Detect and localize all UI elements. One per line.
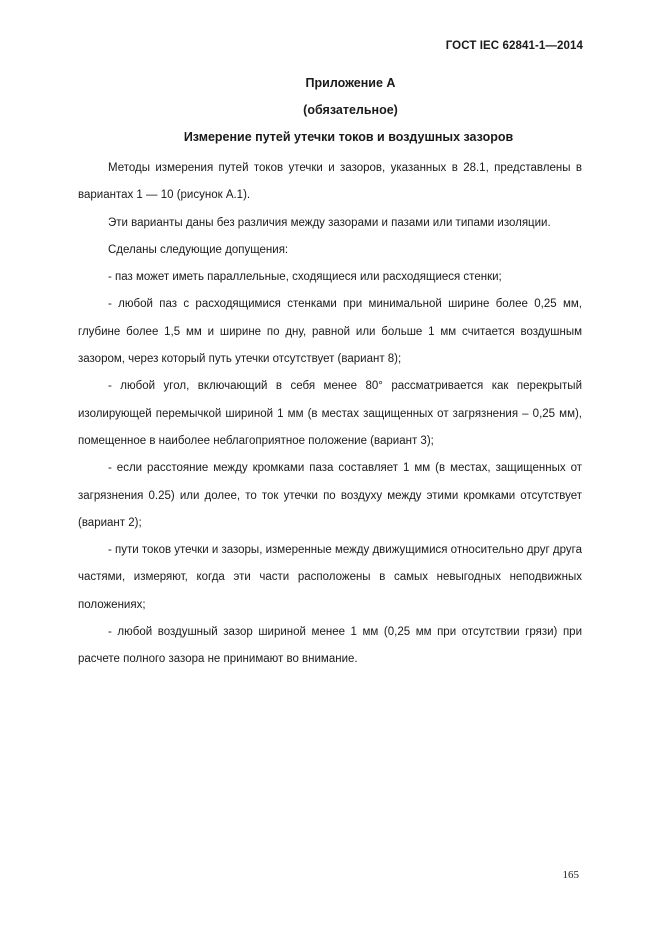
- list-item-angle: - любой угол, включающий в себя менее 80° рассматривается как перекрытый изолирующей перемычкой шириной 1 мм (в местах защищенных от загрязнения – 0,25 мм), помещенное в наиболее неблагоприятное положение (вариант 3);: [78, 380, 582, 447]
- list-item-groove-walls: - паз может иметь параллельные, сходящиеся или расходящиеся стенки;: [108, 271, 502, 284]
- body-text: [78, 155, 582, 674]
- paragraph-assumptions-intro: Сделаны следующие допущения:: [108, 243, 289, 256]
- standard-code: ГОСТ IEC 62841-1—2014: [445, 40, 583, 52]
- section-title: Измерение путей утечки токов и воздушных зазоров: [183, 130, 514, 144]
- annex-title: Приложение A: [305, 76, 396, 90]
- list-item-groove-edges: - если расстояние между кромками паза составляет 1 мм (в местах, защищенных от загрязнения 0.25) или долее, то ток утечки по воздуху между этими кромками отсутствует (вариант 2);: [78, 462, 582, 529]
- annex-status: (обязательное): [303, 103, 398, 117]
- paragraph-methods: Методы измерения путей токов утечки и зазоров, указанных в 28.1, представлены в вариантах 1 — 10 (рисунок А.1).: [78, 162, 582, 202]
- page-number: 165: [562, 869, 579, 881]
- list-item-diverging-groove: - любой паз с расходящимися стенками при минимальной ширине более 0,25 мм, глубине более 1,5 мм и ширине по дну, равной или больше 1 мм считается воздушным зазором, через который путь утечки отсутствует (вариант 8);: [78, 298, 582, 366]
- list-item-air-gap: - любой воздушный зазор шириной менее 1 мм (0,25 мм при отсутствии грязи) при расчете полного зазора не принимают во внимание.: [78, 626, 582, 666]
- list-item-moving-parts: - пути токов утечки и зазоры, измеренные между движущимися относительно друг друга частями, измеряют, когда эти части расположены в самых невыгодных неподвижных положениях;: [78, 544, 582, 611]
- paragraph-variants-note: Эти варианты даны без различия между зазорами и пазами или типами изоляции.: [108, 216, 551, 229]
